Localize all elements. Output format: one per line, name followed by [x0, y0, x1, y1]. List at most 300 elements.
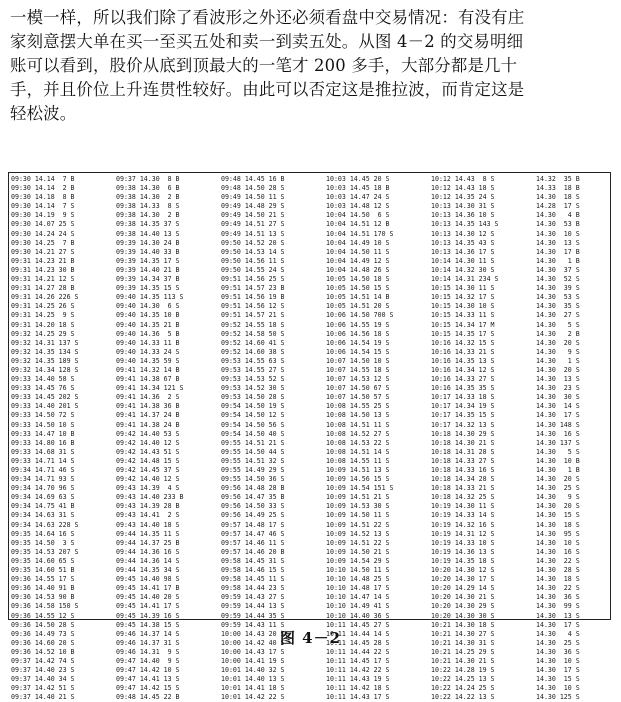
table-cell: 10:19 14.35 18 S [431, 556, 495, 565]
table-row [11, 366, 608, 375]
table-cell: 10:13 14.36 10 S [431, 211, 495, 220]
table-cell: 10:07 14.55 18 S [326, 365, 390, 374]
table-cell: 09:37 14.40 34 S [11, 675, 75, 684]
table-cell: 10:18 14.33 21 S [431, 484, 495, 493]
table-cell: 10:16 14.32 15 S [431, 338, 495, 347]
table-row [11, 575, 608, 584]
table-cell: 14.30 1 B [536, 256, 580, 265]
table-cell: 10:09 14.54 29 S [326, 556, 390, 565]
table-cell: 14.30 53 S [536, 293, 580, 302]
table-cell: 10:20 14.29 14 S [431, 584, 495, 593]
table-cell: 14.30 9 S [536, 493, 580, 502]
table-row [11, 648, 608, 657]
table-cell: 14.32 35 B [536, 175, 580, 183]
table-cell: 10:19 14.33 14 S [431, 511, 495, 520]
table-cell: 09:39 14.35 15 S [116, 284, 180, 293]
table-cell: 10:16 14.33 27 S [431, 375, 495, 384]
table-cell: 10:20 14.30 12 S [431, 566, 495, 575]
table-cell: 14.30 14 S [536, 402, 580, 411]
table-cell: 09:36 14.52 10 B [11, 647, 75, 656]
table-cell: 09:51 14.57 23 B [221, 284, 285, 293]
table-cell: 09:34 14.69 63 S [11, 493, 75, 502]
table-cell: 10:05 14.50 15 S [326, 284, 390, 293]
table-row [11, 230, 608, 239]
table-cell: 09:37 14.42 74 S [11, 656, 75, 665]
table-row [11, 348, 608, 357]
table-cell: 09:30 14.21 27 S [11, 247, 75, 256]
table-cell: 14.30 2 B [536, 329, 580, 338]
table-cell: 14.30 35 S [536, 302, 580, 311]
table-cell: 09:30 14.07 25 S [11, 220, 75, 229]
table-row [11, 357, 608, 366]
table-row [11, 666, 608, 675]
table-row [11, 202, 608, 211]
table-cell: 14.30 95 S [536, 529, 580, 538]
table-cell: 10:01 14.40 32 S [221, 666, 285, 675]
table-row [11, 684, 608, 693]
table-cell: 09:47 14.42 10 S [116, 666, 180, 675]
table-cell: 09:34 14.63 228 S [11, 520, 79, 529]
table-cell: 09:59 14.44 13 S [221, 602, 285, 611]
table-cell: 09:36 14.49 73 S [11, 629, 75, 638]
table-cell: 10:11 14.44 22 S [326, 647, 390, 656]
table-cell: 10:04 14.48 26 S [326, 265, 390, 274]
table-cell: 09:39 14.40 21 B [116, 265, 180, 274]
table-cell: 09:31 14.23 21 B [11, 256, 75, 265]
table-cell: 14.30 16 S [536, 547, 580, 556]
table-cell: 10:07 14.50 67 S [326, 384, 390, 393]
table-cell: 10:20 14.30 29 S [431, 602, 495, 611]
table-cell: 09:31 14.25 9 S [11, 311, 75, 320]
table-cell: 14.30 13 S [536, 375, 580, 384]
table-cell: 09:53 14.53 52 S [221, 375, 285, 384]
table-cell: 10:14 14.31 234 S [431, 275, 499, 284]
table-row [11, 584, 608, 593]
table-cell: 09:35 14.60 51 B [11, 566, 75, 575]
table-cell: 10:09 14.51 22 S [326, 538, 390, 547]
table-cell: 10:06 14.56 18 S [326, 329, 390, 338]
table-cell: 10:09 14.52 13 S [326, 529, 390, 538]
table-cell: 14.30 4 S [536, 629, 580, 638]
table-row [11, 193, 608, 202]
table-cell: 10:15 14.32 17 S [431, 293, 495, 302]
table-row [11, 484, 608, 493]
table-cell: 10:08 14.50 13 S [326, 411, 390, 420]
table-cell: 09:47 14.42 15 S [116, 684, 180, 693]
table-cell: 09:49 14.48 29 S [221, 202, 285, 211]
table-cell: 09:52 14.60 38 S [221, 347, 285, 356]
table-cell: 14.30 22 S [536, 556, 580, 565]
table-cell: 14.33 18 B [536, 184, 580, 193]
table-row [11, 602, 608, 611]
table-cell: 09:37 14.40 23 S [11, 666, 75, 675]
table-cell: 10:21 14.30 31 S [431, 638, 495, 647]
table-cell: 14.30 20 S [536, 338, 580, 347]
table-cell: 09:32 14.25 29 S [11, 329, 75, 338]
table-cell: 09:42 14.40 12 S [116, 475, 180, 484]
table-row [11, 502, 608, 511]
table-cell: 09:54 14.50 40 S [221, 429, 285, 438]
table-cell: 09:43 14.39 28 B [116, 502, 180, 511]
table-cell: 10:04 14.50 11 S [326, 247, 390, 256]
table-cell: 09:41 14.34 121 S [116, 384, 184, 393]
table-cell: 14.30 9 S [536, 347, 580, 356]
table-cell: 10:09 14.53 30 S [326, 502, 390, 511]
table-cell: 09:54 14.50 56 S [221, 420, 285, 429]
table-cell: 09:31 14.20 18 S [11, 320, 75, 329]
table-cell: 09:32 14.35 189 S [11, 356, 79, 365]
table-cell: 14.30 17 B [536, 247, 580, 256]
table-cell: 09:40 14.36 5 B [116, 329, 180, 338]
table-cell: 09:35 14.64 16 S [11, 529, 75, 538]
table-cell: 09:59 14.44 35 S [221, 611, 285, 620]
table-cell: 14.30 16 S [536, 429, 580, 438]
table-cell: 09:56 14.49 25 S [221, 511, 285, 520]
explanatory-paragraph [10, 6, 610, 126]
table-cell: 09:55 14.50 44 S [221, 447, 285, 456]
table-row [11, 339, 608, 348]
table-cell: 09:53 14.55 63 S [221, 356, 285, 365]
table-cell: 10:05 14.51 20 S [326, 302, 390, 311]
table-cell: 09:33 14.71 14 S [11, 456, 75, 465]
table-cell: 10:05 14.51 14 B [326, 293, 390, 302]
table-cell: 14.30 15 S [536, 675, 580, 684]
paragraph-line: 一模一样，所以我们除了看波形之外还必须看盘中交易情况：有没有庄 [10, 8, 525, 27]
table-cell: 14.30 10 S [536, 684, 580, 693]
table-cell: 09:58 14.46 15 S [221, 566, 285, 575]
table-cell: 09:50 14.52 20 S [221, 238, 285, 247]
table-cell: 09:45 14.41 17 S [116, 602, 180, 611]
table-cell: 09:38 14.30 2 B [116, 211, 180, 220]
table-cell: 09:53 14.52 30 S [221, 384, 285, 393]
table-cell: 09:42 14.40 12 S [116, 438, 180, 447]
table-cell: 10:13 14.30 12 S [431, 229, 495, 238]
table-cell: 10:09 14.50 21 S [326, 547, 390, 556]
table-cell: 09:38 14.30 6 B [116, 184, 180, 193]
table-cell: 14.30 17 S [536, 411, 580, 420]
table-cell: 09:55 14.50 36 S [221, 475, 285, 484]
table-cell: 10:01 14.42 22 S [221, 693, 285, 702]
table-cell: 09:50 14.55 24 S [221, 265, 285, 274]
table-row [11, 493, 608, 502]
table-cell: 14.30 18 S [536, 575, 580, 584]
table-row [11, 330, 608, 339]
table-cell: 10:08 14.53 22 S [326, 438, 390, 447]
table-cell: 09:49 14.50 11 S [221, 193, 285, 202]
table-cell: 09:45 14.39 16 S [116, 611, 180, 620]
table-cell: 09:52 14.58 50 S [221, 329, 285, 338]
table-cell: 09:39 14.30 24 B [116, 238, 180, 247]
table-cell: 10:15 14.33 11 S [431, 311, 495, 320]
table-cell: 10:07 14.50 10 S [326, 356, 390, 365]
table-cell: 10:00 14.42 40 S [221, 638, 285, 647]
table-cell: 09:38 14.35 37 S [116, 220, 180, 229]
table-cell: 14.30 36 S [536, 647, 580, 656]
table-cell: 14.30 30 S [536, 393, 580, 402]
table-row [11, 557, 608, 566]
table-cell: 09:36 14.53 90 B [11, 593, 75, 602]
table-cell: 09:31 14.23 30 B [11, 265, 75, 274]
table-row [11, 439, 608, 448]
table-row [11, 266, 608, 275]
table-cell: 09:40 14.35 113 S [116, 293, 184, 302]
table-cell: 09:45 14.40 20 S [116, 593, 180, 602]
table-cell: 09:58 14.45 31 S [221, 556, 285, 565]
table-cell: 09:49 14.51 27 S [221, 220, 285, 229]
table-cell: 09:43 14.39 4 S [116, 484, 180, 493]
table-cell: 10:11 14.45 17 S [326, 656, 390, 665]
table-cell: 14.30 15 S [536, 511, 580, 520]
table-row [11, 257, 608, 266]
table-cell: 14.30 20 S [536, 502, 580, 511]
table-cell: 09:46 14.31 9 S [116, 647, 180, 656]
table-row [11, 302, 608, 311]
table-cell: 09:46 14.37 31 S [116, 638, 180, 647]
table-cell: 09:32 14.34 128 S [11, 365, 79, 374]
table-cell: 09:33 14.40 58 S [11, 375, 75, 384]
table-row [11, 475, 608, 484]
table-cell: 09:31 14.27 28 B [11, 284, 75, 293]
table-cell: 09:47 14.41 13 S [116, 675, 180, 684]
table-row [11, 311, 608, 320]
table-cell: 09:33 14.50 72 S [11, 411, 75, 420]
table-cell: 09:41 14.32 14 B [116, 365, 180, 374]
table-cell: 14.30 20 S [536, 475, 580, 484]
table-row [11, 248, 608, 257]
table-cell: 10:11 14.45 28 S [326, 638, 390, 647]
table-cell: 10:11 14.43 19 S [326, 675, 390, 684]
table-cell: 14.30 39 S [536, 284, 580, 293]
table-row [11, 539, 608, 548]
table-cell: 09:45 14.41 17 B [116, 584, 180, 593]
table-cell: 14.30 17 S [536, 666, 580, 675]
table-cell: 10:07 14.50 57 S [326, 393, 390, 402]
table-cell: 10:01 14.41 18 S [221, 684, 285, 693]
table-cell: 09:32 14.31 137 S [11, 338, 79, 347]
table-cell: 14.30 17 S [536, 620, 580, 629]
table-cell: 09:45 14.38 15 S [116, 620, 180, 629]
table-cell: 10:10 14.50 11 S [326, 566, 390, 575]
table-cell: 09:43 14.41 2 S [116, 511, 180, 520]
table-cell: 10:03 14.48 12 S [326, 202, 390, 211]
table-cell: 09:52 14.55 18 S [221, 320, 285, 329]
table-cell: 10:06 14.55 19 S [326, 320, 390, 329]
table-cell: 14.30 148 S [536, 420, 580, 429]
table-cell: 10:11 14.42 18 S [326, 684, 390, 693]
table-cell: 10:15 14.34 17 M [431, 320, 495, 329]
paragraph-line: 账可以看到，股价从底到顶最大的一笔才 200 多手，大部分都是几十 [10, 56, 518, 75]
table-cell: 10:15 14.35 17 S [431, 329, 495, 338]
table-cell: 10:06 14.54 15 S [326, 347, 390, 356]
table-cell: 10:03 14.47 24 S [326, 193, 390, 202]
table-cell: 09:33 14.50 10 S [11, 420, 75, 429]
table-row [11, 393, 608, 402]
table-cell: 10:11 14.44 14 S [326, 629, 390, 638]
table-cell: 10:10 14.49 41 S [326, 602, 390, 611]
table-row [11, 175, 608, 184]
table-cell: 09:36 14.55 12 S [11, 611, 75, 620]
table-cell: 10:15 14.30 10 S [431, 302, 495, 311]
table-cell: 09:53 14.55 27 S [221, 365, 285, 374]
table-cell: 14.30 1 B [536, 466, 580, 474]
table-cell: 09:40 14.33 11 B [116, 338, 180, 347]
table-cell: 09:48 14.45 16 B [221, 175, 285, 183]
table-row [11, 375, 608, 384]
table-cell: 09:39 14.40 33 B [116, 247, 180, 256]
table-row [11, 530, 608, 539]
table-cell: 09:33 14.45 76 S [11, 384, 75, 393]
table-cell: 10:16 14.33 21 S [431, 347, 495, 356]
table-cell: 09:32 14.35 134 S [11, 347, 79, 356]
table-cell: 09:30 14.25 7 B [11, 238, 75, 247]
table-cell: 10:09 14.50 11 S [326, 511, 390, 520]
table-cell: 10:04 14.49 10 S [326, 238, 390, 247]
table-cell: 10:18 14.30 29 S [431, 429, 495, 438]
table-cell: 10:09 14.56 15 S [326, 475, 390, 484]
table-cell: 09:34 14.71 93 S [11, 475, 75, 484]
table-cell: 14.30 28 S [536, 566, 580, 575]
table-row [11, 566, 608, 575]
table-cell: 10:19 14.33 10 S [431, 538, 495, 547]
table-cell: 09:53 14.50 28 S [221, 393, 285, 402]
table-cell: 14.30 18 S [536, 520, 580, 529]
table-cell: 14.28 17 S [536, 202, 580, 211]
table-cell: 14.30 137 S [536, 438, 580, 447]
table-cell: 10:05 14.50 18 S [326, 275, 390, 284]
table-row [11, 430, 608, 439]
table-row [11, 239, 608, 248]
table-cell: 14.30 10 S [536, 538, 580, 547]
table-cell: 09:51 14.56 19 B [221, 293, 285, 302]
table-cell: 09:31 14.25 26 S [11, 302, 75, 311]
table-row [11, 448, 608, 457]
table-cell: 10:03 14.45 20 S [326, 175, 390, 183]
table-cell: 10:13 14.36 17 S [431, 247, 495, 256]
table-row [11, 548, 608, 557]
table-cell: 09:51 14.57 21 S [221, 311, 285, 320]
table-cell: 09:31 14.26 226 S [11, 293, 79, 302]
table-cell: 10:20 14.30 21 S [431, 593, 495, 602]
table-cell: 10:08 14.52 27 S [326, 429, 390, 438]
table-cell: 09:38 14.40 13 S [116, 229, 180, 238]
table-cell: 10:10 14.48 25 S [326, 575, 390, 584]
table-cell: 09:54 14.50 12 S [221, 411, 285, 420]
table-cell: 09:34 14.75 41 B [11, 502, 75, 511]
table-cell: 14.30 10 S [536, 656, 580, 665]
table-row [11, 402, 608, 411]
table-cell: 09:36 14.50 28 S [11, 620, 75, 629]
table-cell: 09:55 14.51 32 S [221, 456, 285, 465]
table-cell: 10:18 14.30 21 S [431, 438, 495, 447]
table-cell: 09:41 14.37 24 B [116, 411, 180, 420]
table-cell: 10:09 14.51 21 S [326, 493, 390, 502]
table-cell: 10:09 14.54 151 S [326, 484, 394, 493]
table-cell: 09:36 14.60 20 S [11, 638, 75, 647]
table-cell: 10:17 14.35 15 S [431, 411, 495, 420]
table-cell: 10:04 14.51 12 B [326, 220, 390, 229]
table-cell: 10:04 14.51 170 S [326, 229, 394, 238]
table-cell: 09:40 14.35 21 B [116, 320, 180, 329]
table-cell: 10:10 14.40 36 S [326, 611, 390, 620]
table-cell: 14.30 22 S [536, 584, 580, 593]
table-cell: 10:10 14.47 14 S [326, 593, 390, 602]
table-cell: 09:34 14.71 46 S [11, 466, 75, 474]
table-cell: 10:21 14.30 27 S [431, 629, 495, 638]
table-cell: 09:48 14.50 28 S [221, 184, 285, 193]
table-cell: 09:49 14.50 21 S [221, 211, 285, 220]
table-cell: 09:37 14.42 51 S [11, 684, 75, 693]
table-cell: 10:12 14.43 18 S [431, 184, 495, 193]
table-cell: 10:04 14.50 6 S [326, 211, 390, 220]
table-cell: 10:22 14.24 25 S [431, 684, 495, 693]
table-cell: 10:13 14.30 31 S [431, 202, 495, 211]
table-row [11, 693, 608, 702]
table-cell: 10:21 14.30 21 S [431, 656, 495, 665]
table-cell: 09:30 14.18 8 B [11, 193, 75, 202]
table-cell: 09:50 14.56 11 S [221, 256, 285, 265]
table-cell: 10:21 14.30 18 S [431, 620, 495, 629]
table-cell: 14.30 18 S [536, 193, 580, 202]
table-cell: 09:59 14.43 11 S [221, 620, 285, 629]
table-cell: 10:13 14.35 43 S [431, 238, 495, 247]
table-cell: 14.30 36 S [536, 593, 580, 602]
table-row [11, 211, 608, 220]
table-cell: 09:39 14.34 37 B [116, 275, 180, 284]
table-cell: 14.30 5 S [536, 320, 580, 329]
table-cell: 09:34 14.63 31 S [11, 511, 75, 520]
table-cell: 09:56 14.47 35 B [221, 493, 285, 502]
table-cell: 09:36 14.40 91 B [11, 584, 75, 593]
table-cell: 09:47 14.40 9 S [116, 656, 180, 665]
table-cell: 09:34 14.70 96 S [11, 484, 75, 493]
paragraph-line: 家刻意摆大单在买一至买五处和卖一到卖五处。从图 4－2 的交易明细 [10, 32, 524, 51]
table-cell: 09:33 14.40 201 S [11, 402, 79, 411]
table-cell: 09:41 14.38 67 B [116, 375, 180, 384]
table-cell: 09:54 14.50 19 S [221, 402, 285, 411]
table-cell: 10:00 14.41 19 S [221, 656, 285, 665]
table-cell: 09:30 14.19 9 S [11, 211, 75, 220]
table-cell: 09:36 14.55 17 S [11, 575, 75, 584]
table-cell: 10:07 14.53 12 S [326, 375, 390, 384]
table-cell: 14.30 23 S [536, 384, 580, 393]
table-cell: 10:18 14.34 28 S [431, 475, 495, 484]
table-cell: 09:37 14.40 21 S [11, 693, 75, 702]
table-cell: 10:14 14.30 11 S [431, 256, 495, 265]
table-row [11, 384, 608, 393]
table-cell: 09:35 14.53 207 S [11, 547, 79, 556]
table-cell: 10:09 14.51 22 S [326, 520, 390, 529]
table-cell: 09:30 14.24 24 S [11, 229, 75, 238]
table-cell: 10:18 14.33 27 S [431, 456, 495, 465]
table-cell: 10:15 14.30 11 S [431, 284, 495, 293]
table-cell: 09:37 14.30 8 B [116, 175, 180, 183]
table-cell: 09:33 14.47 10 B [11, 429, 75, 438]
table-cell: 09:30 14.14 7 B [11, 175, 75, 183]
table-cell: 10:16 14.34 12 S [431, 365, 495, 374]
table-cell: 09:33 14.68 31 S [11, 447, 75, 456]
table-cell: 10:08 14.55 25 S [326, 402, 390, 411]
table-cell: 10:18 14.32 25 S [431, 493, 495, 502]
table-cell: 09:40 14.35 59 S [116, 356, 180, 365]
table-cell: 09:31 14.21 12 S [11, 275, 75, 284]
table-cell: 10:11 14.45 27 S [326, 620, 390, 629]
table-cell: 10:11 14.42 22 S [326, 666, 390, 675]
table-row [11, 521, 608, 530]
table-cell: 10:11 14.43 17 S [326, 693, 390, 702]
table-cell: 09:41 14.36 2 S [116, 393, 180, 402]
table-row [11, 511, 608, 520]
table-cell: 09:40 14.35 10 B [116, 311, 180, 320]
